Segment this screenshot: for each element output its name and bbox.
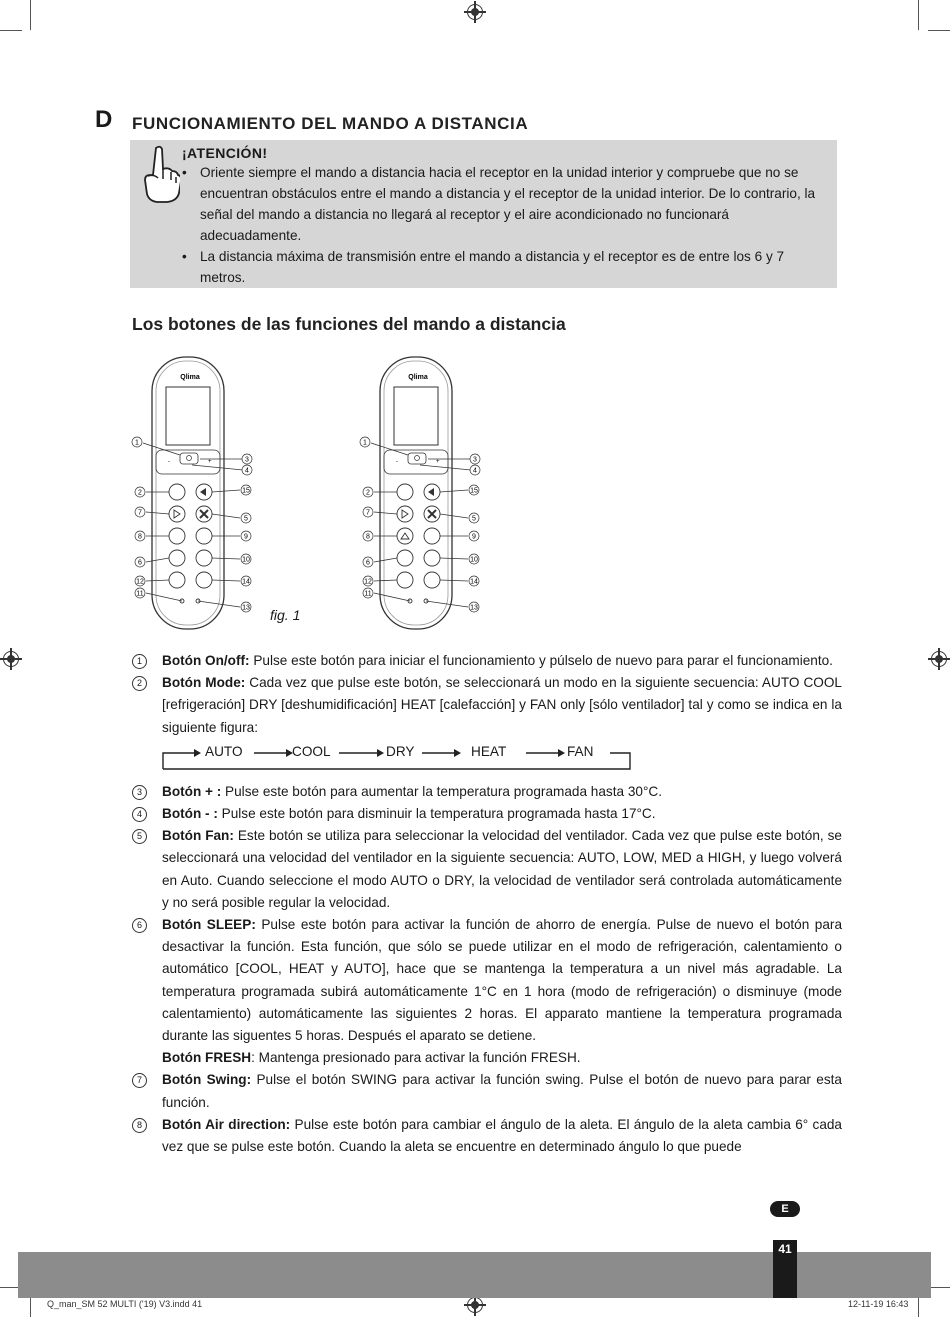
- callout-10: 10: [242, 556, 250, 564]
- crop-mark: [928, 1287, 950, 1288]
- mode-dry: DRY: [386, 743, 415, 759]
- item-text: Pulse este botón para disminuir la temperatura programada hasta 17°C.: [217, 806, 656, 822]
- mode-heat: HEAT: [471, 743, 507, 759]
- item-number: 2: [132, 676, 147, 691]
- callout-9: 9: [472, 533, 476, 541]
- attention-list: [182, 162, 824, 288]
- item-number: 3: [132, 785, 147, 800]
- svg-text:+: +: [208, 459, 212, 465]
- list-item: [132, 650, 842, 672]
- callout-6: 6: [366, 559, 370, 567]
- list-item: [132, 1069, 842, 1113]
- item-label: Botón SLEEP:: [162, 917, 256, 933]
- brand-logo: Qlima: [180, 374, 200, 381]
- item-text: Cada vez que pulse este botón, se seleccionará un modo en la siguiente secuencia: AUTO COOL [refrigeración] DRY [deshumidificación] HEAT [calefacción] y FAN only [sólo ventilador] tal y como se indica en la siguiente figura:: [162, 675, 842, 735]
- item-number: 5: [132, 829, 147, 844]
- page-title: FUNCIONAMIENTO DEL MANDO A DISTANCIA: [132, 114, 529, 133]
- callout-9: 9: [244, 533, 248, 541]
- item-text: Pulse este botón para aumentar la temperatura programada hasta 30°C.: [221, 783, 662, 799]
- list-item: [132, 1114, 842, 1158]
- item-label: Botón On/off:: [162, 653, 250, 668]
- item-label: Botón - :: [162, 806, 218, 822]
- registration-mark-icon: [467, 4, 483, 20]
- callout-8: 8: [138, 533, 142, 541]
- callout-4: 4: [245, 467, 249, 475]
- callout-1: 1: [135, 439, 139, 447]
- item-text: Pulse este botón para activar la función de ahorro de energía. Pulse de nuevo el botón para desactivar la función. Esta función, que sólo se puede utilizar en el modo de refrigeración, calentamiento o automático [COOL, HEAT y AUTO], hace que se mantenga la temperatura a un nivel más agradable. La temperatura programada subirá automáticamente 1°C en 1 hora (modo de refrigeración) o disminuye (mode calentamiento) automáticamente las siguientes 2 horas. El apparato mantiene la temperatura programada durante las siguentes 5 horas. Después el aparato se detiene.: [162, 917, 842, 1044]
- registration-mark-icon: [467, 1297, 483, 1313]
- crop-mark: [928, 30, 950, 31]
- item-label: Botón Air direction:: [162, 1116, 291, 1132]
- crop-mark: [30, 0, 31, 30]
- remote-control-figure-a: [130, 355, 270, 635]
- crop-mark: [0, 30, 22, 31]
- mode-sequence-diagram: [162, 741, 842, 775]
- callout-5: 5: [244, 515, 248, 523]
- callout-15: 15: [470, 487, 478, 495]
- callout-13: 13: [242, 604, 250, 612]
- mode-cool: COOL: [292, 743, 331, 759]
- crop-mark: [918, 0, 919, 30]
- item-label: Botón Swing:: [162, 1072, 252, 1088]
- attention-title: ¡ATENCIÓN!: [182, 145, 268, 161]
- mode-fan: FAN: [567, 743, 594, 759]
- item-number: 6: [132, 918, 147, 933]
- callout-3: 3: [245, 456, 249, 464]
- item-text: Pulse este botón para iniciar el funcionamiento y púlselo de nuevo para parar el funcionamiento.: [249, 653, 833, 668]
- remote-control-figure-b: [358, 355, 498, 635]
- list-item: [132, 914, 842, 1069]
- section-subheading: Los botones de las funciones del mando a distancia: [132, 314, 566, 334]
- callout-6: 6: [138, 559, 142, 567]
- item-label: Botón Mode:: [162, 675, 246, 691]
- callout-3: 3: [473, 456, 477, 464]
- mode-auto: AUTO: [205, 743, 243, 759]
- callout-14: 14: [242, 578, 250, 586]
- list-item: [132, 672, 842, 739]
- item-text: Pulse este botón para cambiar el ángulo de la aleta. El ángulo de la aleta cambia 6° cada vez que se pulse este botón. Cuando la aleta se encuentre en determinado ángulo lo que puede: [162, 1116, 842, 1155]
- callout-10: 10: [470, 556, 478, 564]
- item-number: 4: [132, 807, 147, 822]
- item-number: 8: [132, 1118, 147, 1133]
- callout-13: 13: [470, 604, 478, 612]
- callout-5: 5: [472, 515, 476, 523]
- attention-bullet: • La distancia máxima de transmisión entre el mando a distancia y el receptor es de entre los 6 y 7 metros.: [182, 246, 824, 288]
- svg-text:+: +: [436, 459, 440, 465]
- callout-1: 1: [363, 439, 367, 447]
- item-number: 1: [132, 654, 147, 669]
- language-badge: E: [770, 1201, 800, 1217]
- callout-7: 7: [138, 509, 142, 517]
- print-slug-date: 12-11-19 16:43: [848, 1299, 909, 1309]
- list-item: [132, 781, 842, 803]
- item-extra-label: Botón FRESH: [162, 1050, 252, 1066]
- print-slug-file: Q_man_SM 52 MULTI ('19) V3.indd 41: [47, 1299, 203, 1309]
- list-item: [132, 803, 842, 825]
- registration-mark-icon: [3, 651, 19, 667]
- callout-7: 7: [366, 509, 370, 517]
- list-item: [132, 825, 842, 914]
- svg-text:-: -: [168, 459, 170, 465]
- callout-11: 11: [136, 590, 144, 598]
- brand-logo: Qlima: [408, 374, 428, 381]
- attention-box: [130, 140, 837, 288]
- callout-14: 14: [470, 578, 478, 586]
- svg-text:-: -: [396, 459, 398, 465]
- callout-15: 15: [242, 487, 250, 495]
- figure-caption: fig. 1: [270, 607, 301, 623]
- registration-mark-icon: [931, 651, 947, 667]
- button-function-list: [132, 650, 842, 1158]
- callout-2: 2: [138, 489, 142, 497]
- callout-11: 11: [364, 590, 372, 598]
- callout-12: 12: [364, 578, 372, 586]
- item-text: Pulse el botón SWING para activar la función swing. Pulse el botón de nuevo para parar esta función.: [162, 1072, 842, 1110]
- attention-bullet: • Oriente siempre el mando a distancia hacia el receptor en la unidad interior y compruebe que no se encuentran obstáculos entre el mando a distancia y el receptor de la unidad interior. De lo contrario, la señal del mando a distancia no llegará al receptor y el aire acondicionado no funcionará adecuadamente.: [182, 162, 824, 246]
- pointing-hand-icon: [136, 144, 180, 204]
- page-number: 41: [773, 1240, 797, 1298]
- callout-4: 4: [473, 467, 477, 475]
- item-extra-text: : Mantenga presionado para activar la función FRESH.: [251, 1050, 581, 1066]
- item-label: Botón Fan:: [162, 828, 234, 844]
- item-label: Botón + :: [162, 783, 222, 799]
- callout-12: 12: [136, 578, 144, 586]
- item-number: 7: [132, 1073, 147, 1088]
- callout-2: 2: [366, 489, 370, 497]
- section-letter: D: [95, 106, 113, 133]
- item-text: Este botón se utiliza para seleccionar la velocidad del ventilador. Cada vez que pulse este botón, se seleccionará una velocidad del ventilador en la siguiente secuencia: AUTO, LOW, MED a HIGH, y luego volverá en Auto. Cuando seleccione el modo AUTO o DRY, la velocidad de ventilador será controlada automáticamente y no será posible regular la velocidad.: [162, 828, 842, 910]
- callout-8: 8: [366, 533, 370, 541]
